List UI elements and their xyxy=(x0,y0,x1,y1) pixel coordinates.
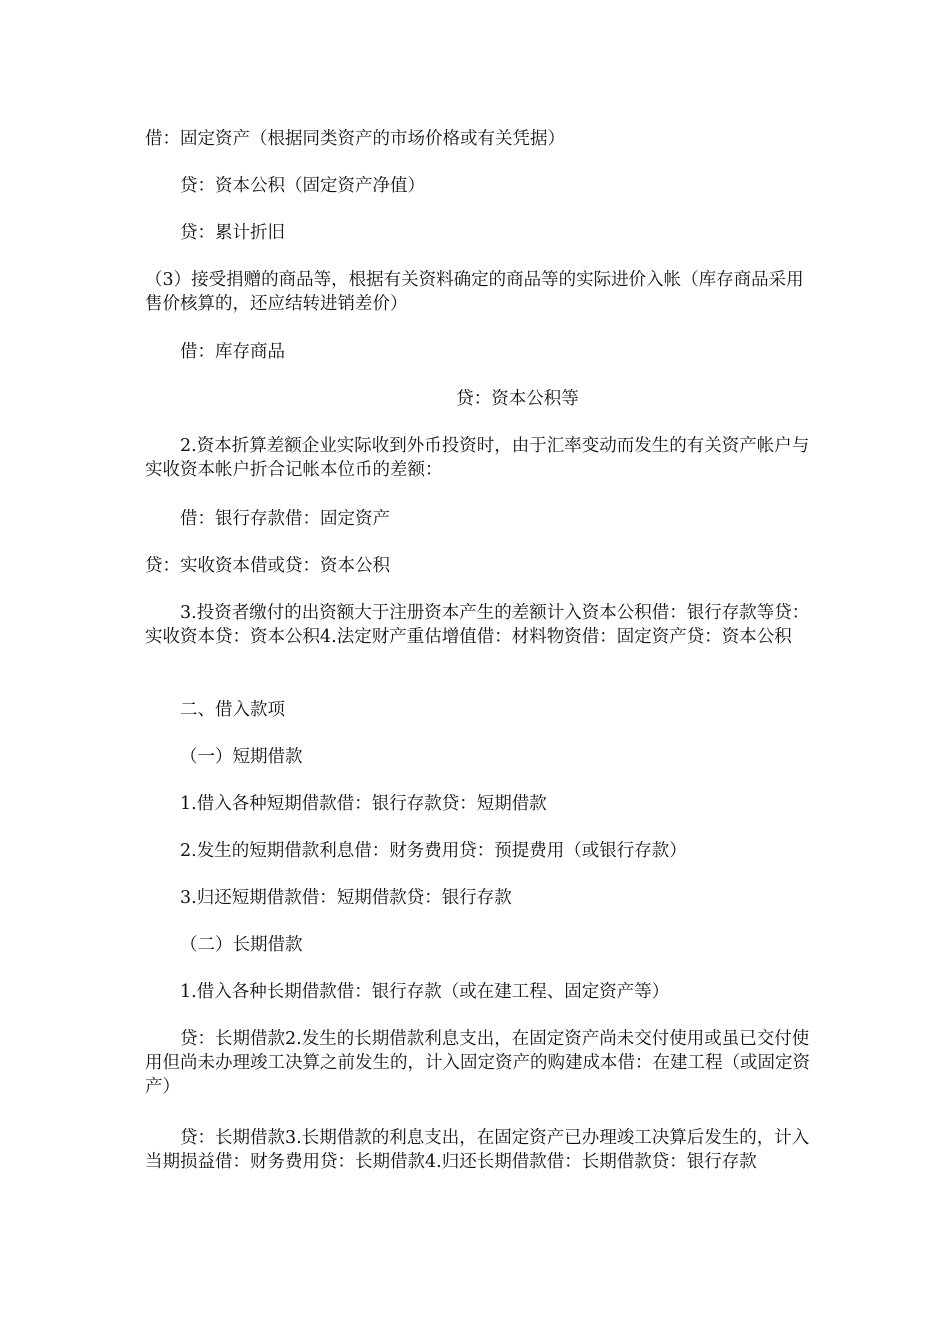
paragraph-donated-goods: （3）接受捐赠的商品等，根据有关资料确定的商品等的实际进价入帐（库存商品采用售价核算的，还应结转进销差价） xyxy=(145,270,804,314)
paragraph-short-term-interest: 2.发生的短期借款利息借：财务费用贷：预提费用（或银行存款） xyxy=(180,841,687,861)
subsection-heading-short-term: （一）短期借款 xyxy=(180,747,303,767)
paragraph-credit-accumulated-depreciation: 贷：累计折旧 xyxy=(180,223,285,243)
paragraph-long-term-interest-expense: 贷：长期借款3.长期借款的利息支出，在固定资产已办理竣工决算后发生的，计入当期损益借：财务费用贷：长期借款4.归还长期借款借：长期借款贷：银行存款 xyxy=(145,1128,810,1172)
paragraph-credit-capital-reserve-etc: 贷：资本公积等 xyxy=(456,389,579,409)
paragraph-long-term-interest-capitalized: 贷：长期借款2.发生的长期借款利息支出，在固定资产尚未交付使用或虽已交付使用但尚未办理竣工决算之前发生的，计入固定资产的购建成本借：在建工程（或固定资产） xyxy=(145,1029,810,1097)
paragraph-long-term-borrow: 1.借入各种长期借款借：银行存款（或在建工程、固定资产等） xyxy=(180,982,670,1002)
paragraph-debit-fixed-assets: 借：固定资产（根据同类资产的市场价格或有关凭据） xyxy=(145,129,565,149)
paragraph-short-term-repay: 3.归还短期借款借：短期借款贷：银行存款 xyxy=(180,888,512,908)
section-heading-borrowings: 二、借入款项 xyxy=(180,700,285,720)
paragraph-credit-capital-reserve: 贷：资本公积（固定资产净值） xyxy=(180,176,425,196)
paragraph-debit-bank-deposits: 借：银行存款借：固定资产 xyxy=(180,509,390,529)
paragraph-investor-capital: 3.投资者缴付的出资额大于注册资本产生的差额计入资本公积借：银行存款等贷：实收资本贷：资本公积4.法定财产重估增值借：材料物资借：固定资产贷：资本公积 xyxy=(145,603,810,647)
subsection-heading-long-term: （二）长期借款 xyxy=(180,935,303,955)
paragraph-debit-inventory: 借：库存商品 xyxy=(180,342,285,362)
paragraph-short-term-borrow: 1.借入各种短期借款借：银行存款贷：短期借款 xyxy=(180,794,547,814)
paragraph-credit-paid-in-capital: 贷：实收资本借或贷：资本公积 xyxy=(145,556,390,576)
paragraph-capital-translation-difference: 2.资本折算差额企业实际收到外币投资时，由于汇率变动而发生的有关资产帐户与实收资本帐户折合记帐本位币的差额： xyxy=(145,436,810,480)
